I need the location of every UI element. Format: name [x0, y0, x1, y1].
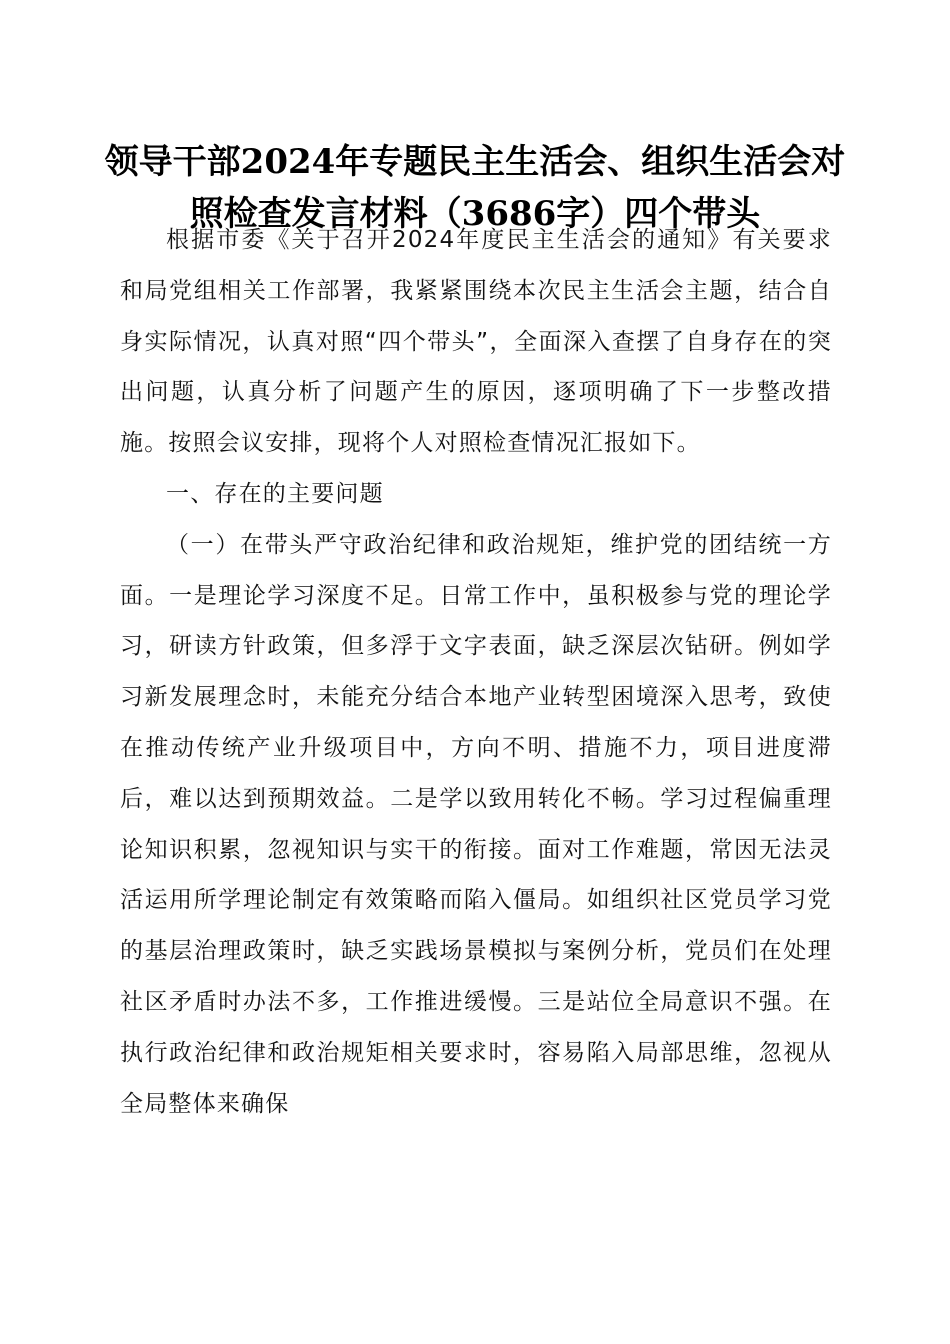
- document-title: 领导干部2024年专题民主生活会、组织生活会对照检查发言材料（3686字）四个带头: [104, 142, 846, 234]
- section-paragraph: （一）在带头严守政治纪律和政治规矩，维护党的团结统一方面。一是理论学习深度不足。日常工作中，虽积极参与党的理论学习，研读方针政策，但多浮于文字表面，缺乏深层次钻研。例如学习新发展理念时，未能充分结合本地产业转型困境深入思考，致使在推动传统产业升级项目中，方向不明、措施不力，项目进度滞后，难以达到预期效益。二是学以致用转化不畅。学习过程偏重理论知识积累，忽视知识与实干的衔接。面对工作难题，常因无法灵活运用所学理论制定有效策略而陷入僵局。如组织社区党员学习党的基层治理政策时，缺乏实践场景模拟与案例分析，党员们在处理社区矛盾时办法不多，工作推进缓慢。三是站位全局意识不强。在执行政治纪律和政治规矩相关要求时，容易陷入局部思维，忽视从全局整体来确保: [120, 531, 832, 1117]
- section-heading: 一、存在的主要问题: [166, 480, 384, 507]
- document-body: [120, 215, 832, 1129]
- intro-paragraph: 根据市委《关于召开2024年度民主生活会的通知》有关要求和局党组相关工作部署，我紧紧围绕本次民主生活会主题，结合自身实际情况，认真对照“四个带头”，全面深入查摆了自身存在的突出问题，认真分析了问题产生的原因，逐项明确了下一步整改措施。按照会议安排，现将个人对照检查情况汇报如下。: [120, 227, 832, 457]
